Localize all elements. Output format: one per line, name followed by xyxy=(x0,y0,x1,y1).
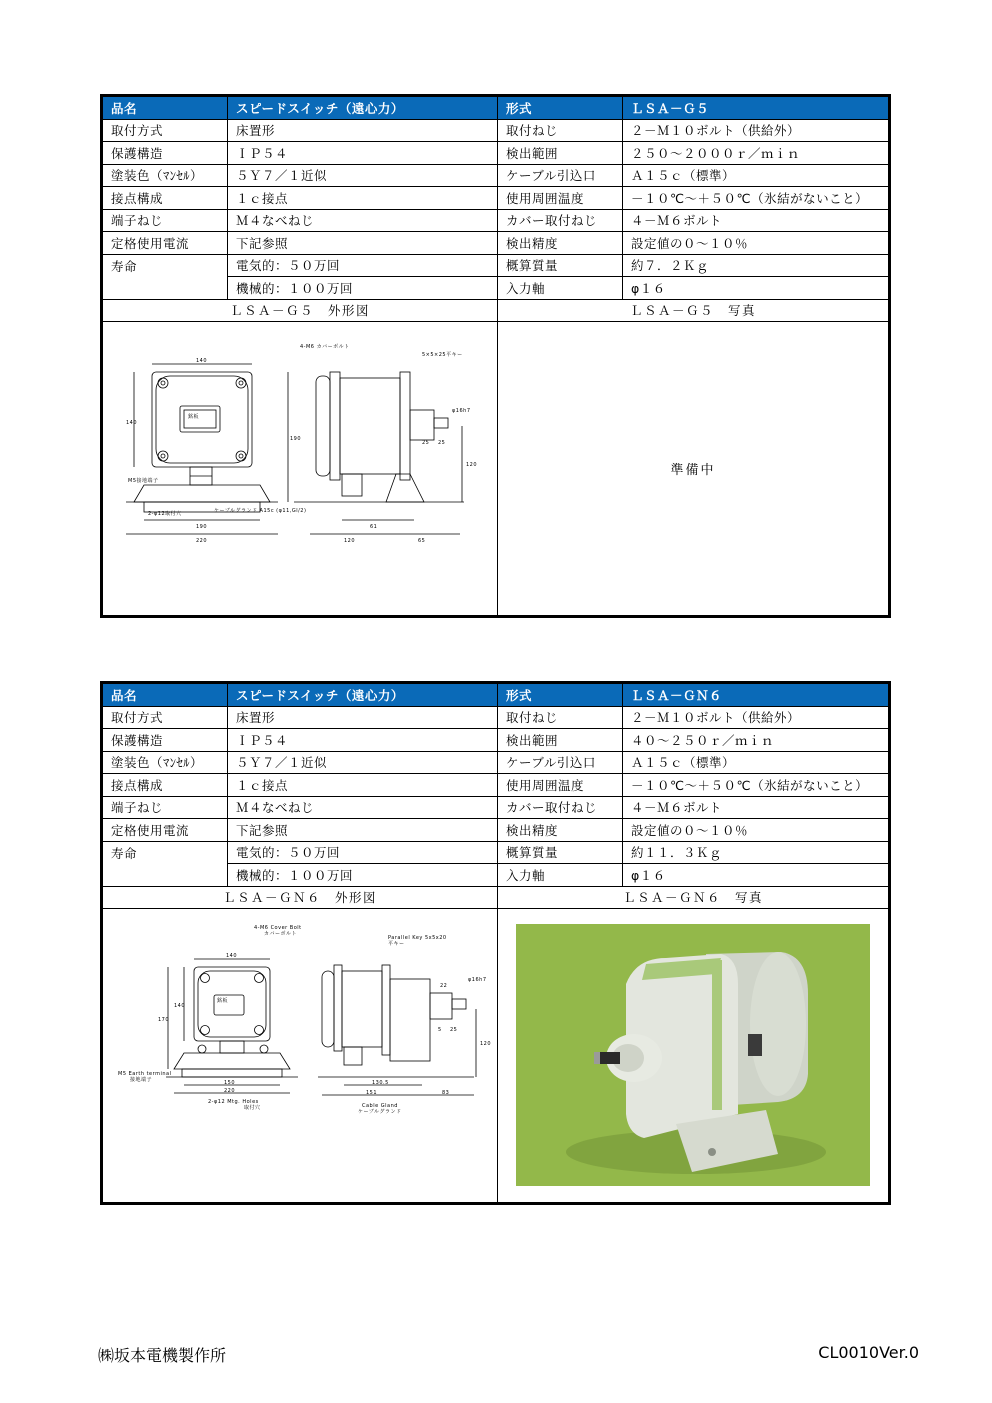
dim-25b: 25 xyxy=(438,439,446,446)
spec-header-row xyxy=(103,97,889,120)
spec-label: 使用周囲温度 xyxy=(498,187,623,210)
holes-label: 2-φ12 Mtg. Holes xyxy=(208,1098,259,1105)
shaft xyxy=(434,418,448,428)
spec-label: 取付方式 xyxy=(103,706,228,729)
spec-value: 床置形 xyxy=(228,119,498,142)
spec-label: 取付方式 xyxy=(103,119,228,142)
side-gland xyxy=(344,1047,362,1065)
side-shaft-housing xyxy=(430,993,452,1019)
spec-value: 下記参照 xyxy=(228,819,498,842)
spec-label: ケーブル引込口 xyxy=(498,164,623,187)
spec-value: ５Ｙ７／１近似 xyxy=(228,164,498,187)
holes-label: 2-φ12取付穴 xyxy=(148,510,182,517)
product-photo xyxy=(516,924,870,1186)
spec-table-lsa-gn6 xyxy=(100,681,891,1205)
dim-top: 140 xyxy=(196,357,208,364)
model-label: 形式 xyxy=(498,684,623,707)
front-view-housing xyxy=(194,967,270,1041)
outline-drawing-title: ＬＳＡ－Ｇ５ 外形図 xyxy=(103,299,498,321)
green-stripe-vertical xyxy=(712,960,722,1110)
cable-gland xyxy=(220,1041,244,1053)
spec-value: 設定値の０～１０％ xyxy=(623,232,889,255)
key-label: 5×5×25平キー xyxy=(422,351,463,358)
bolt-icon xyxy=(239,454,243,458)
document-version: CL0010Ver.0 xyxy=(818,1343,919,1362)
side-gearbox xyxy=(390,979,430,1061)
outline-drawing xyxy=(104,322,496,615)
side-flange-2 xyxy=(400,372,410,480)
model-value: ＬＳＡ－Ｇ５ xyxy=(623,97,889,120)
bolt-icon xyxy=(161,454,165,458)
earth-label: M5 Earth terminal xyxy=(118,1070,172,1077)
spec-row xyxy=(103,796,889,819)
spec-value: 電気的：５０万回 xyxy=(228,254,498,277)
spec-label: 検出範囲 xyxy=(498,142,623,165)
spec-label: 定格使用電流 xyxy=(103,819,228,842)
spec-row xyxy=(103,254,889,277)
photo-cell xyxy=(498,908,889,1202)
gland-label: ケーブルグランド A15c (φ11,Gl/2) xyxy=(214,507,307,514)
model-label: 形式 xyxy=(498,97,623,120)
spec-value: ＩＰ５４ xyxy=(228,142,498,165)
gland-label-jp: ケーブルグランド xyxy=(358,1108,402,1115)
spec-label: 取付ねじ xyxy=(498,706,623,729)
side-body xyxy=(342,971,382,1047)
bolt-icon xyxy=(158,451,168,461)
spec-value: Ｍ４なべねじ xyxy=(228,796,498,819)
spec-row xyxy=(103,187,889,210)
spec-value: １ｃ接点 xyxy=(228,774,498,797)
spec-value: 機械的：１００万回 xyxy=(228,277,498,300)
cover-bolt-label: 4-M6 Cover Bolt xyxy=(254,924,302,931)
dim-right: 190 xyxy=(290,435,302,442)
side-cover xyxy=(322,971,334,1047)
earth-terminal-icon xyxy=(260,1045,268,1053)
holes-label-jp: 取付穴 xyxy=(244,1104,261,1111)
spec-value: ４０～２５０ｒ／ｍｉｎ xyxy=(623,729,889,752)
spec-label: 検出範囲 xyxy=(498,729,623,752)
side-flange xyxy=(334,965,342,1051)
dim-top: 140 xyxy=(226,952,238,959)
bolt-icon xyxy=(161,381,165,385)
figure-row xyxy=(103,908,889,1202)
bolt-icon xyxy=(239,381,243,385)
spec-label: 検出精度 xyxy=(498,232,623,255)
spec-value: －１０℃～＋５０℃（氷結がないこと） xyxy=(623,187,889,210)
spec-label: 端子ねじ xyxy=(103,796,228,819)
side-cover xyxy=(316,376,330,476)
spec-label: 定格使用電流 xyxy=(103,232,228,255)
mount-hole xyxy=(708,1148,716,1156)
bolt-icon xyxy=(236,378,246,388)
spec-value: ４－Ｍ６ボルト xyxy=(623,796,889,819)
spec-value: Ａ１５ｃ（標準） xyxy=(623,751,889,774)
key-label-jp: 平キー xyxy=(388,940,405,947)
dim-25a: 25 xyxy=(422,439,430,446)
spec-row xyxy=(103,142,889,165)
key-label: Parallel Key 5x5x20 xyxy=(388,934,447,941)
spec-value: Ａ１５ｃ（標準） xyxy=(623,164,889,187)
spec-row xyxy=(103,706,889,729)
spec-label: 寿命 xyxy=(103,841,228,864)
spec-row xyxy=(103,864,889,887)
spec-label xyxy=(103,277,228,300)
spec-row xyxy=(103,751,889,774)
spec-label: 保護構造 xyxy=(103,142,228,165)
dim-22: 22 xyxy=(440,982,448,989)
spec-value: 設定値の０～１０％ xyxy=(623,819,889,842)
bolt-icon xyxy=(158,378,168,388)
spec-row xyxy=(103,774,889,797)
spec-value: ２－Ｍ１０ボルト（供給外） xyxy=(623,119,889,142)
spec-value: ２５０～２０００ｒ／ｍｉｎ xyxy=(623,142,889,165)
spec-value: 下記参照 xyxy=(228,232,498,255)
spec-label: 寿命 xyxy=(103,254,228,277)
front-base xyxy=(174,1053,290,1069)
name-label: 品名 xyxy=(103,97,228,120)
dim-25: 25 xyxy=(450,1026,458,1033)
spec-row xyxy=(103,819,889,842)
spec-value: －１０℃～＋５０℃（氷結がないこと） xyxy=(623,774,889,797)
base-foot xyxy=(182,1069,282,1077)
bolt-icon xyxy=(236,451,246,461)
side-body xyxy=(340,378,400,474)
bolt-icon xyxy=(201,1025,210,1034)
spec-label: 概算質量 xyxy=(498,254,623,277)
dim-left: 140 xyxy=(174,1002,186,1009)
dim-bottom-2: 220 xyxy=(224,1087,236,1094)
dim-side-h120: 120 xyxy=(466,461,478,468)
spec-label xyxy=(103,864,228,887)
dim-side-65: 65 xyxy=(418,537,426,544)
front-view-cover xyxy=(156,376,248,463)
spec-row xyxy=(103,841,889,864)
spec-label: カバー取付ねじ xyxy=(498,796,623,819)
shaft-label: φ16h7 xyxy=(468,976,487,983)
spec-value: 機械的：１００万回 xyxy=(228,864,498,887)
dim-bottom-1: 150 xyxy=(224,1079,236,1086)
photo-cell xyxy=(498,321,889,615)
bolt-icon xyxy=(255,1025,264,1034)
name-value: スピードスイッチ（遠心力） xyxy=(228,97,498,120)
spec-label: 接点構成 xyxy=(103,187,228,210)
shaft-tip xyxy=(594,1052,600,1064)
side-shaft-housing xyxy=(410,410,434,440)
spec-value: 約７．２Ｋｇ xyxy=(623,254,889,277)
cover-bolt-label-jp: カバーボルト xyxy=(264,930,298,937)
outline-drawing xyxy=(104,909,496,1202)
photo-placeholder: 準備中 xyxy=(670,462,716,478)
spec-value: 床置形 xyxy=(228,706,498,729)
photo-title: ＬＳＡ－ＧＮ６ 写真 xyxy=(498,886,889,908)
spec-value: ２－Ｍ１０ボルト（供給外） xyxy=(623,706,889,729)
spec-label: 概算質量 xyxy=(498,841,623,864)
earth-terminal-icon xyxy=(198,1045,206,1053)
side-flange xyxy=(330,372,340,480)
figure-title-row xyxy=(103,886,889,908)
spec-row xyxy=(103,209,889,232)
spec-label: 端子ねじ xyxy=(103,209,228,232)
spec-label: 保護構造 xyxy=(103,729,228,752)
bolt-icon xyxy=(201,973,210,982)
dim-side-61: 61 xyxy=(370,523,378,530)
spec-header-row xyxy=(103,684,889,707)
spec-value: Ｍ４なべねじ xyxy=(228,209,498,232)
dim-side-h120: 120 xyxy=(480,1040,492,1047)
spec-value: ４－Ｍ６ボルト xyxy=(623,209,889,232)
spec-value: 約１１．３Ｋｇ xyxy=(623,841,889,864)
model-value: ＬＳＡ－ＧＮ６ xyxy=(623,684,889,707)
dim-left: 140 xyxy=(126,419,138,426)
figure-row xyxy=(103,321,889,615)
spec-row xyxy=(103,232,889,255)
dim-side-120: 120 xyxy=(344,537,356,544)
gland xyxy=(748,1034,762,1056)
spec-label: カバー取付ねじ xyxy=(498,209,623,232)
spec-label: 入力軸 xyxy=(498,864,623,887)
bolt-icon xyxy=(255,973,264,982)
dim-bottom-1: 190 xyxy=(196,523,208,530)
shaft-label: φ16h7 xyxy=(452,407,471,414)
spec-value: φ１６ xyxy=(623,864,889,887)
spec-row xyxy=(103,164,889,187)
spec-value: ５Ｙ７／１近似 xyxy=(228,751,498,774)
outline-drawing-title: ＬＳＡ－ＧＮ６ 外形図 xyxy=(103,886,498,908)
side-gland xyxy=(342,474,362,496)
dim-5: 5 xyxy=(438,1026,442,1033)
name-value: スピードスイッチ（遠心力） xyxy=(228,684,498,707)
dim-side-1305: 130.5 xyxy=(372,1079,389,1086)
spec-row xyxy=(103,277,889,300)
spec-label: 検出精度 xyxy=(498,819,623,842)
spec-value: φ１６ xyxy=(623,277,889,300)
spec-label: 取付ねじ xyxy=(498,119,623,142)
figure-title-row xyxy=(103,299,889,321)
earth-label: M5接地端子 xyxy=(128,477,159,484)
outline-drawing-cell xyxy=(103,321,498,615)
company-name: ㈱坂本電機製作所 xyxy=(98,1346,227,1365)
name-plate-label: 銘板 xyxy=(188,413,200,420)
spec-label: 入力軸 xyxy=(498,277,623,300)
dim-side-151: 151 xyxy=(366,1089,378,1096)
cover-bolt-label: 4-M6 カバーボルト xyxy=(300,343,350,350)
name-plate-label: 銘板 xyxy=(217,997,229,1004)
spec-label: 塗装色（ﾏﾝｾﾙ） xyxy=(103,751,228,774)
spec-table-lsa-g5 xyxy=(100,94,891,618)
side-base xyxy=(386,474,424,502)
shaft xyxy=(452,999,466,1009)
gland-label: Cable Gland xyxy=(362,1102,398,1109)
side-flange-2 xyxy=(382,965,390,1055)
name-label: 品名 xyxy=(103,684,228,707)
spec-label: 塗装色（ﾏﾝｾﾙ） xyxy=(103,164,228,187)
earth-label-jp: 接地端子 xyxy=(130,1076,153,1083)
spec-label: 使用周囲温度 xyxy=(498,774,623,797)
spec-value: １ｃ接点 xyxy=(228,187,498,210)
spec-row xyxy=(103,729,889,752)
photo-title: ＬＳＡ－Ｇ５ 写真 xyxy=(498,299,889,321)
dim-side-83: 83 xyxy=(442,1089,450,1096)
spec-label: 接点構成 xyxy=(103,774,228,797)
front-base xyxy=(134,485,270,502)
rear-cover xyxy=(750,952,806,1096)
spec-value: 電気的：５０万回 xyxy=(228,841,498,864)
dim-left-h: 170 xyxy=(158,1016,170,1023)
outline-drawing-cell xyxy=(103,908,498,1202)
spec-value: ＩＰ５４ xyxy=(228,729,498,752)
dim-bottom-2: 220 xyxy=(196,537,208,544)
spec-label: ケーブル引込口 xyxy=(498,751,623,774)
spec-row xyxy=(103,119,889,142)
